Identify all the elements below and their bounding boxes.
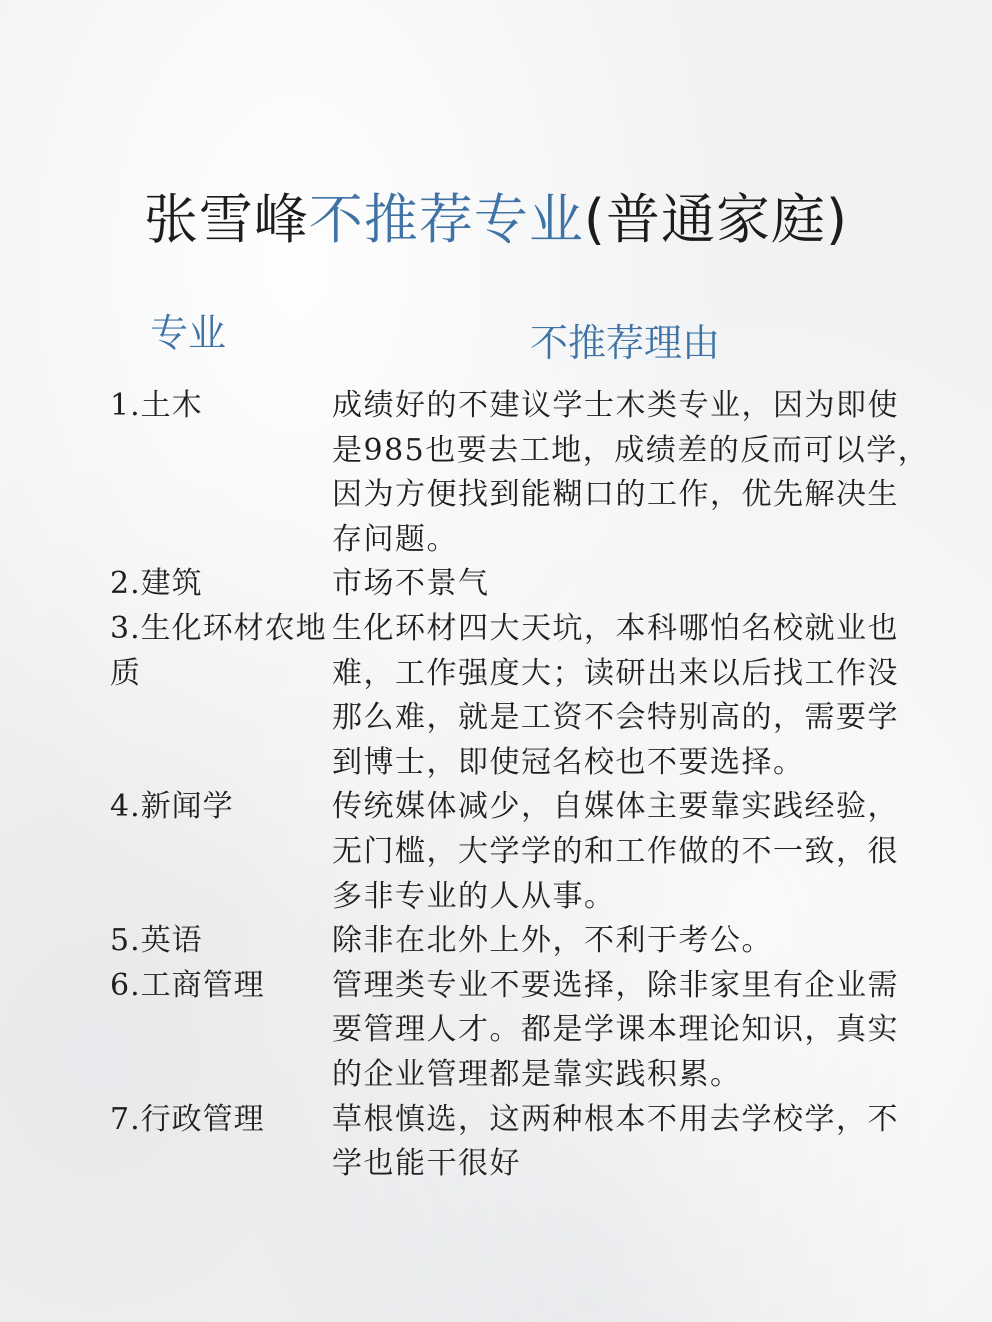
list-item	[110, 964, 930, 1098]
title-highlight: 不推荐专业	[308, 188, 584, 251]
major-reason: 市场不景气	[332, 566, 490, 602]
major-name: 5.英语	[110, 923, 203, 959]
list-item	[110, 1098, 930, 1187]
major-reason: 成绩好的不建议学士木类专业，因为即使是985也要去工地，成绩差的反而可以学，因为方便找到能糊口的工作，优先解决生存问题。	[332, 388, 930, 557]
title-name: 张雪峰	[143, 188, 309, 251]
major-name: 1.土木	[110, 388, 203, 423]
major-reason: 生化环材四大天坑，本科哪怕名校就业也难，工作强度大；读研出来以后找工作没那么难，就是工资不会特别高的，需要学到博士，即使冠名校也不要选择。	[332, 610, 899, 780]
major-name: 7.行政管理	[110, 1101, 265, 1137]
major-reason: 传统媒体减少，自媒体主要靠实践经验，无门槛，大学学的和工作做的不一致，很多非专业的人从事。	[332, 789, 899, 914]
major-reason: 管理类专业不要选择，除非家里有企业需要管理人才。都是学课本理论知识，真实的企业管理都是靠实践积累。	[332, 967, 899, 1092]
column-header-reason: 不推荐理由	[530, 321, 721, 365]
major-name: 3.生化环材农地质	[110, 610, 327, 691]
column-header-major: 专业	[150, 311, 227, 355]
list-item	[110, 919, 930, 964]
major-name: 4.新闻学	[110, 789, 234, 825]
major-name: 2.建筑	[110, 566, 203, 602]
major-list	[110, 384, 930, 1187]
major-reason: 草根慎选，这两种根本不用去学校学，不学也能干很好	[332, 1101, 899, 1182]
major-name: 6.工商管理	[110, 967, 265, 1003]
title-suffix: (普通家庭)	[583, 188, 849, 251]
list-item	[110, 562, 930, 607]
page-title	[0, 182, 992, 258]
list-item	[110, 785, 930, 919]
major-reason: 除非在北外上外，不利于考公。	[332, 923, 773, 959]
list-item	[110, 384, 930, 562]
list-item	[110, 607, 930, 785]
